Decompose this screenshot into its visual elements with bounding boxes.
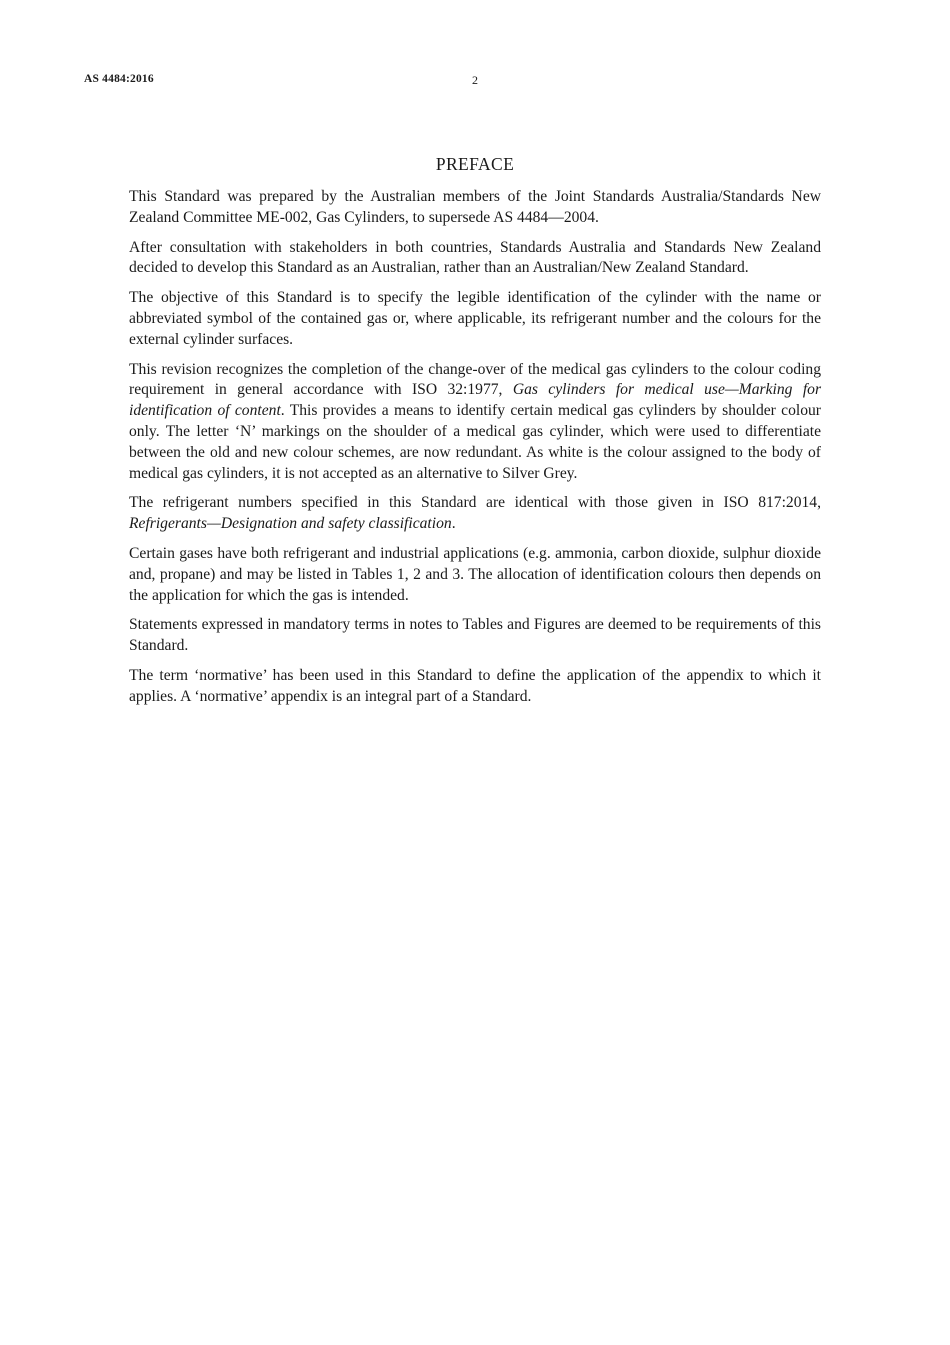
p4-text-start: This revision recognizes the completion of the change-over of the medical gas cylinders to the colour coding requirement in general accordance with ISO 32:1977, [129,360,821,399]
p5-iso817-title: Refrigerants—Designation and safety classification [129,515,452,533]
preface-paragraph-1: This Standard was prepared by the Australian members of the Joint Standards Australia/Standards New Zealand Committee ME-002, Gas Cylinders, to supersede AS 4484—2004. [129,188,821,226]
p5-text-start: The refrigerant numbers specified in this Standard are identical with those given in ISO 817:2014, [129,494,821,512]
preface-paragraph-6: Certain gases have both refrigerant and industrial applications (e.g. ammonia, carbon dioxide, sulphur dioxide and, propane) and may be listed in Tables 1, 2 and 3. The allocation of identification colours then depends on the application for which the gas is intended. [129,544,821,604]
document-code: AS 4484:2016 [84,73,154,85]
preface-paragraph-4 [129,360,821,485]
preface-paragraph-2: After consultation with stakeholders in both countries, Standards Australia and Standards New Zealand decided to develop this Standard as an Australian, rather than an Australian/New Zealand Standard. [129,238,821,277]
preface-section [129,154,821,717]
preface-title: PREFACE [435,154,515,174]
p4-text-end: . This provides a means to identify certain medical gas cylinders by shoulder colour only. The letter ‘N’ markings on the shoulder of a medical gas cylinder, which were used to differentiate between the old and new colour schemes, are now redundant. As white is the colour assigned to the body of medical gas cylinders, it is not accepted as an alternative to Silver Grey. [129,402,822,482]
page-number: 2 [472,73,478,87]
preface-paragraph-5 [129,493,821,535]
preface-paragraph-3: The objective of this Standard is to specify the legible identification of the cylinder with the name or abbreviated symbol of the contained gas or, where applicable, its refrigerant number and the colours for the external cylinder surfaces. [129,289,821,348]
p5-text-end: . [451,515,456,533]
preface-paragraph-7: Statements expressed in mandatory terms in notes to Tables and Figures are deemed to be requirements of this Standard. [129,616,821,655]
p4-iso32-title: Gas cylinders for medical use—Marking for identification of content [129,381,822,420]
preface-paragraph-8: The term ‘normative’ has been used in this Standard to define the application of the appendix to which it applies. A ‘normative’ appendix is an integral part of a Standard. [129,666,821,705]
